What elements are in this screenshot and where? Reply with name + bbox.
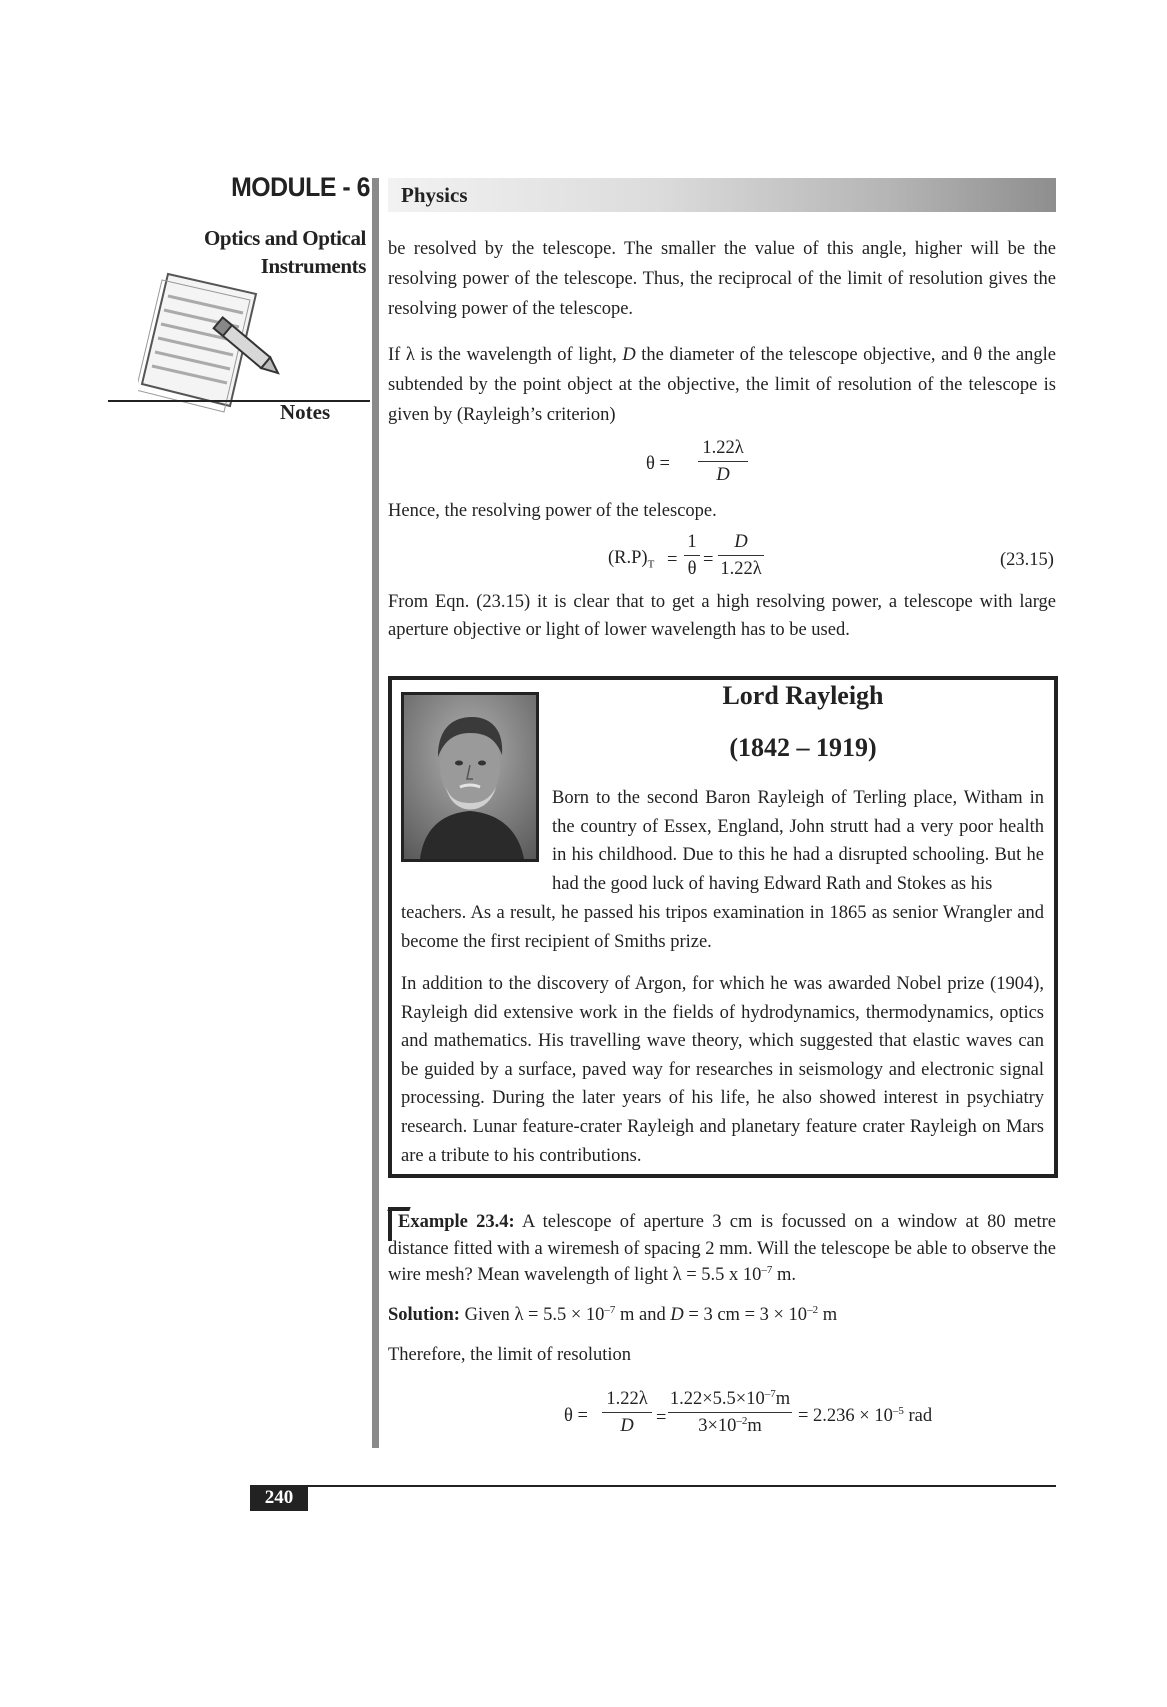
bio-years: (1842 – 1919)	[729, 733, 877, 762]
footer-rule	[250, 1485, 1056, 1487]
eq1-lhs: θ =	[646, 454, 670, 474]
eq2-label: (23.15)	[1000, 550, 1054, 570]
eq2-fraction-a: 1 θ	[684, 532, 700, 580]
bio-paragraph-1-wrap: Born to the second Baron Rayleigh of Terling place, Witham in the country of Essex, England, John strutt had a very poor health in his childhood. Due to this he had a disrupted schooling. But he had the good luck of having Edward Rath and Stokes as his	[552, 788, 1044, 894]
notes-label: Notes	[280, 400, 331, 424]
eq1-numerator: 1.22λ	[702, 438, 744, 458]
intro-paragraph: be resolved by the telescope. The smaller the value of this angle, higher will be the resolving power of the telescope. Thus, the reciprocal of the limit of resolution gives the resolving power of the telescope.	[388, 239, 1056, 319]
eq3-result: = $2.236 \times 10^{-5}$ rad	[798, 1404, 933, 1426]
margin-divider	[372, 178, 379, 1448]
hence-text: Hence, the resolving power of the telescope.	[388, 501, 717, 521]
bio-name: Lord Rayleigh	[722, 681, 884, 710]
header-title: Physics	[401, 183, 468, 207]
bio-paragraph-2: In addition to the discovery of Argon, for which he was awarded Nobel prize (1904), Rayleigh did extensive work in the fields of hydrodynamics, thermodynamics, optics and mathematics. His travelling wave theory, which suggested that elastic waves can be guided by a surface, paved way for researches in seismology and electronic signal processing. During the later years of his life, he also showed interest in psychiatry research. Lunar feature-crater Rayleigh and planetary feature crater Rayleigh on Mars are a tribute to his contributions.	[401, 974, 1044, 1166]
eq2-equals-2: =	[703, 550, 714, 570]
eq1-denominator: D	[716, 465, 730, 485]
module-subject-line2: Instruments	[260, 254, 366, 278]
header-band	[388, 178, 1056, 212]
module-subject-line1: Optics and Optical	[204, 226, 366, 250]
eq3-fraction-b: $1.22\times 5.5\times 10^{-7}m$ $3\times 10^{-2}m$	[669, 1387, 791, 1436]
example-label: Example 23.4:	[398, 1212, 515, 1232]
example-paragraph: Example 23.4: A telescope of aperture 3 cm is focussed on a window at 80 metre distance fitted with a wiremesh of spacing 2 mm. Will the telescope be able to observe the wire mesh? Mean wavelength of light λ = 5.5 x $10^{-7}$ m.	[388, 1212, 1056, 1285]
page-number: 240	[250, 1485, 308, 1511]
rayleigh-paragraph: If λ is the wavelength of light, D the diameter of the telescope objective, and θ the angle subtended by the point object at the objective, the limit of resolution of the telescope is given by (Rayleigh’s criterion)	[388, 345, 1056, 425]
eq3-fraction-a: 1.22λ D	[602, 1389, 652, 1437]
therefore-text: Therefore, the limit of resolution	[388, 1345, 631, 1365]
eq2-lhs: $(R.P)_T$	[608, 548, 655, 571]
eq2-fraction-b: D 1.22λ	[718, 532, 764, 580]
conclusion-paragraph: From Eqn. (23.15) it is clear that to get a high resolving power, a telescope with large aperture objective or light of lower wavelength has to be used.	[388, 592, 1056, 640]
notes-pencil-icon	[138, 266, 298, 416]
bio-paragraph-1-full: teachers. As a result, he passed his tripos examination in 1865 as senior Wrangler and become the first recipient of Smiths prize.	[401, 903, 1044, 952]
portrait-illustration	[404, 695, 536, 859]
eq2-equals: =	[667, 550, 678, 570]
solution-label: Solution:	[388, 1305, 460, 1325]
portrait-image	[401, 692, 539, 862]
module-title: MODULE - 6	[231, 172, 370, 202]
solution-paragraph: Solution: Given $\lambda = 5.5 \times 10^{-7}$ m and D = 3 cm = $3 \times 10^{-2}$ m	[388, 1303, 838, 1325]
eq1-fraction	[698, 438, 748, 486]
notes-rule	[108, 400, 370, 402]
eq3-equals: =	[656, 1408, 667, 1428]
eq3-lhs: θ =	[564, 1406, 588, 1426]
